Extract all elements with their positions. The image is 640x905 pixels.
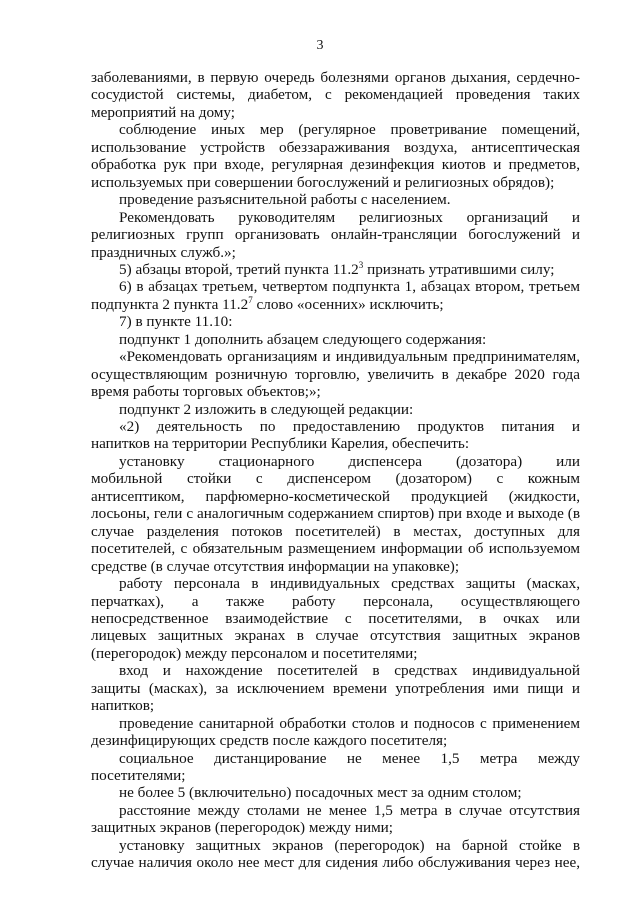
line-text: обработка рук при входе, регулярная дезинфекция киотов и предметов,	[91, 156, 580, 174]
line-text: 7) в пункте 11.10:	[119, 313, 233, 331]
line-text: антисептиком, парфюмерно-косметической продукцией (жидкости,	[91, 487, 580, 505]
text-line	[91, 855, 580, 872]
text-line	[119, 663, 580, 680]
line-text: сосудистой системы, диабетом, с рекомендацией проведения таких	[91, 86, 580, 104]
line-text: посетителями;	[91, 767, 186, 784]
line-text: подпункта 2 пункта 11.2	[91, 295, 249, 313]
line-text: средстве (в случае отсутствия информации на упаковке);	[91, 557, 460, 575]
text-line	[119, 454, 580, 471]
text-line	[119, 279, 580, 296]
text-line	[91, 227, 580, 244]
line-text: проведение санитарной обработки столов и подносов с применением	[119, 714, 580, 732]
line-text: проведение разъяснительной работы с населением.	[119, 191, 451, 209]
line-text: осуществляющим розничную торговлю, увеличить в декабре 2020 года	[91, 365, 580, 383]
text-line	[91, 698, 580, 715]
line-text: соблюдение иных мер (регулярное проветривание помещений,	[119, 121, 580, 139]
line-text: 6) в абзацах третьем, четвертом подпункта 1, абзацах втором, третьем	[119, 278, 580, 296]
text-line	[91, 489, 580, 506]
text-line	[91, 646, 580, 663]
line-text: социальное дистанцирование не менее 1,5 метра между	[119, 749, 580, 767]
line-text: установку защитных экранов (перегородок) на барной стойке в	[119, 836, 580, 854]
text-line	[119, 751, 580, 768]
text-line	[119, 122, 580, 139]
line-text: работу персонала в индивидуальных средствах защиты (масках,	[119, 575, 580, 593]
line-text: вход и нахождение посетителей в средствах индивидуальной	[119, 662, 580, 680]
text-line	[91, 681, 580, 698]
text-line	[119, 332, 580, 349]
line-text: посетителей, с обязательным размещением информации об используемом	[91, 540, 580, 558]
line-text: напитков;	[91, 697, 155, 715]
line-text: заболеваниями, в первую очередь болезнями органов дыхания, сердечно-	[91, 69, 580, 86]
text-line	[119, 259, 580, 279]
text-line	[91, 768, 580, 785]
line-text: перчатках), а также работу персонала, осуществляющего	[91, 592, 580, 610]
line-text: случае разделения потоков посетителей) в местах, доступных для	[91, 522, 580, 540]
superscript: 7	[248, 294, 253, 305]
text-line	[119, 210, 580, 227]
text-line	[119, 785, 580, 802]
text-line	[91, 541, 580, 558]
text-line	[119, 838, 580, 855]
text-line	[119, 314, 580, 331]
line-text: 5) абзацы второй, третий пункта 11.2	[119, 260, 359, 278]
line-text: защитных экранов (перегородок) между ними;	[91, 819, 394, 837]
line-text: случае наличия около нее мест для сидения либо обслуживания через нее,	[91, 854, 580, 872]
line-text: установку стационарного диспенсера (дозатора) или	[119, 452, 580, 470]
line-text: мобильной стойки с диспенсером (дозатором) с кожным	[91, 470, 580, 488]
text-line	[91, 733, 580, 750]
superscript: 3	[358, 259, 364, 270]
line-text: используемых при совершении богослужений и религиозных обрядов);	[91, 173, 555, 191]
line-text: дезинфицирующих средств после каждого посетителя;	[91, 732, 448, 750]
line-text: использование устройств обеззараживания воздуха, антисептическая	[91, 138, 580, 156]
text-line	[91, 506, 580, 523]
text-line	[91, 157, 580, 174]
page-number: 3	[316, 38, 324, 53]
text-line	[119, 402, 580, 419]
text-line	[91, 820, 580, 837]
text-line	[91, 294, 580, 314]
line-text: Рекомендовать руководителям религиозных организаций и	[119, 208, 580, 226]
text-line	[91, 436, 580, 453]
text-line	[119, 716, 580, 733]
line-text: напитков на территории Республики Карелия, обеспечить:	[91, 435, 470, 453]
line-text-tail: слово «осенних» исключить;	[252, 295, 444, 313]
text-line	[91, 175, 580, 192]
line-text: религиозных групп организовать онлайн-трансляции богослужений и	[91, 226, 580, 244]
text-line	[91, 245, 580, 262]
line-text: «2) деятельность по предоставлению продуктов питания и	[119, 418, 580, 435]
text-line	[91, 594, 580, 611]
line-text: лицевых защитных экранах в случае отсутствия защитных экранов	[91, 627, 580, 645]
line-text: «Рекомендовать организациям и индивидуальным предпринимателям,	[119, 348, 580, 366]
text-line	[91, 140, 580, 157]
line-text: праздничных служб.»;	[91, 243, 236, 261]
text-line	[91, 87, 580, 104]
text-line	[119, 419, 580, 436]
line-text: подпункт 2 изложить в следующей редакции:	[119, 400, 414, 418]
line-text: не более 5 (включительно) посадочных мест за одним столом;	[119, 784, 522, 802]
line-text: лосьоны, гели с аналогичным содержанием спиртов) при входе и выходе (в	[91, 505, 580, 523]
line-text: подпункт 1 дополнить абзацем следующего содержания:	[119, 330, 487, 348]
line-text-tail: признать утратившими силу;	[363, 260, 555, 278]
text-line	[91, 384, 580, 401]
line-text: мероприятий на дому;	[91, 103, 235, 121]
text-line	[91, 70, 580, 87]
text-line	[91, 105, 580, 122]
text-line	[91, 559, 580, 576]
text-line	[91, 524, 580, 541]
text-line	[91, 628, 580, 645]
line-text: время работы торговых объектов;»;	[91, 383, 321, 401]
text-line	[119, 576, 580, 593]
text-line	[119, 349, 580, 366]
line-text: непосредственное взаимодействие с посетителями, в очках или	[91, 609, 580, 627]
line-text: защиты (масках), за исключением времени употребления ими пищи и	[91, 679, 580, 697]
text-line	[91, 471, 580, 488]
text-line	[119, 192, 580, 209]
text-line	[91, 611, 580, 628]
text-line	[119, 803, 580, 820]
text-line	[91, 367, 580, 384]
line-text: расстояние между столами не менее 1,5 метра в случае отсутствия	[119, 801, 580, 819]
line-text: (перегородок) между персоналом и посетителями;	[91, 644, 418, 662]
